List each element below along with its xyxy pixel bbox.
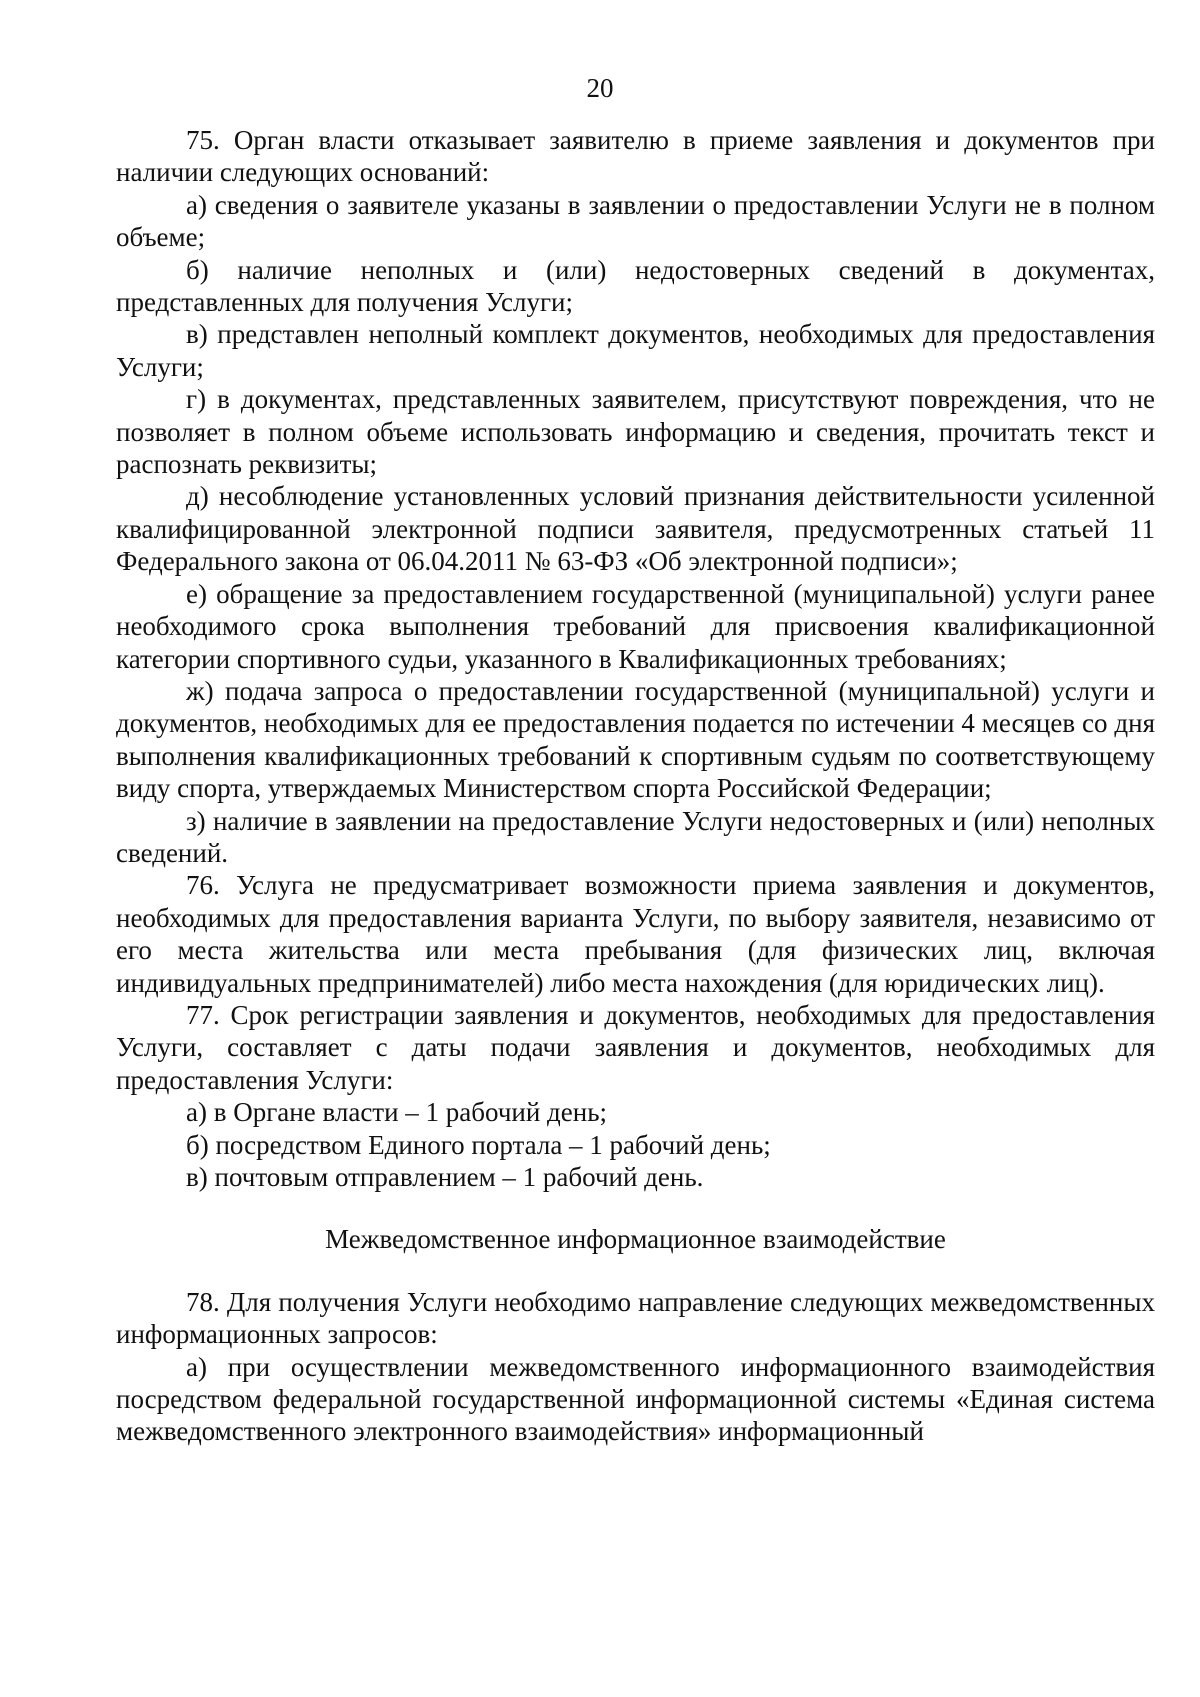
list-item-77-a: а) в Органе власти – 1 рабочий день; <box>186 1097 608 1128</box>
paragraph-78: 78. Для получения Услуги необходимо направление следующих межведомственных информационных запросов: <box>116 1286 1155 1350</box>
page-number: 20 <box>586 73 614 103</box>
document-body <box>116 124 1155 1448</box>
paragraph-75: 75. Орган власти отказывает заявителю в приеме заявления и документов при наличии следующих оснований: <box>116 125 1155 188</box>
list-item-75-d: д) несоблюдение установленных условий признания действительности усиленной квалифицированной электронной подписи заявителя, предусмотренных статьей 11 Федерального закона от 06.04.2011 № 63-ФЗ «Об электронной подписи»; <box>116 481 1155 577</box>
list-item-78-a: а) при осуществлении межведомственного информационного взаимодействия посредством федеральной государственной информационной системы «Единая система межведомственного электронного взаимодействия» информационный <box>116 1351 1155 1447</box>
list-item-77-v: в) почтовым отправлением – 1 рабочий день. <box>186 1162 704 1192</box>
list-item-77-b: б) посредством Единого портала – 1 рабочий день; <box>186 1129 771 1160</box>
list-item-75-v: в) представлен неполный комплект документов, необходимых для предоставления Услуги; <box>116 319 1155 382</box>
list-item-75-e: е) обращение за предоставлением государственной (муниципальной) услуги ранее необходимого срока выполнения требований для присвоения квалификационной категории спортивного судьи, указанного в Квалификационных требованиях; <box>116 578 1155 674</box>
list-item-75-a: а) сведения о заявителе указаны в заявлении о предоставлении Услуги не в полном объеме; <box>116 189 1155 253</box>
list-item-75-b: б) наличие неполных и (или) недостоверных сведений в документах, представленных для получения Услуги; <box>116 254 1155 318</box>
paragraph-77: 77. Срок регистрации заявления и документов, необходимых для предоставления Услуги, составляет с даты подачи заявления и документов, необходимых для предоставления Услуги: <box>116 999 1155 1095</box>
list-item-75-zh: ж) подача запроса о предоставлении государственной (муниципальной) услуги и документов, необходимых для ее предоставления подается по истечении 4 месяцев со дня выполнения квалификационных требований к спортивным судьям по соответствующему виду спорта, утверждаемых Министерством спорта Российской Федерации; <box>116 675 1155 804</box>
list-item-75-z: з) наличие в заявлении на предоставление Услуги недостоверных и (или) неполных сведений. <box>116 805 1155 868</box>
list-item-75-g: г) в документах, представленных заявителем, присутствуют повреждения, что не позволяет в полном объеме использовать информацию и сведения, прочитать текст и распознать реквизиты; <box>116 384 1155 480</box>
paragraph-76: 76. Услуга не предусматривает возможности приема заявления и документов, необходимых для предоставления варианта Услуги, по выбору заявителя, независимо от его места жительства или места пребывания (для физических лиц, включая индивидуальных предпринимателей) либо места нахождения (для юридических лиц). <box>116 870 1155 998</box>
section-heading: Межведомственное информационное взаимодействие <box>325 1224 946 1255</box>
